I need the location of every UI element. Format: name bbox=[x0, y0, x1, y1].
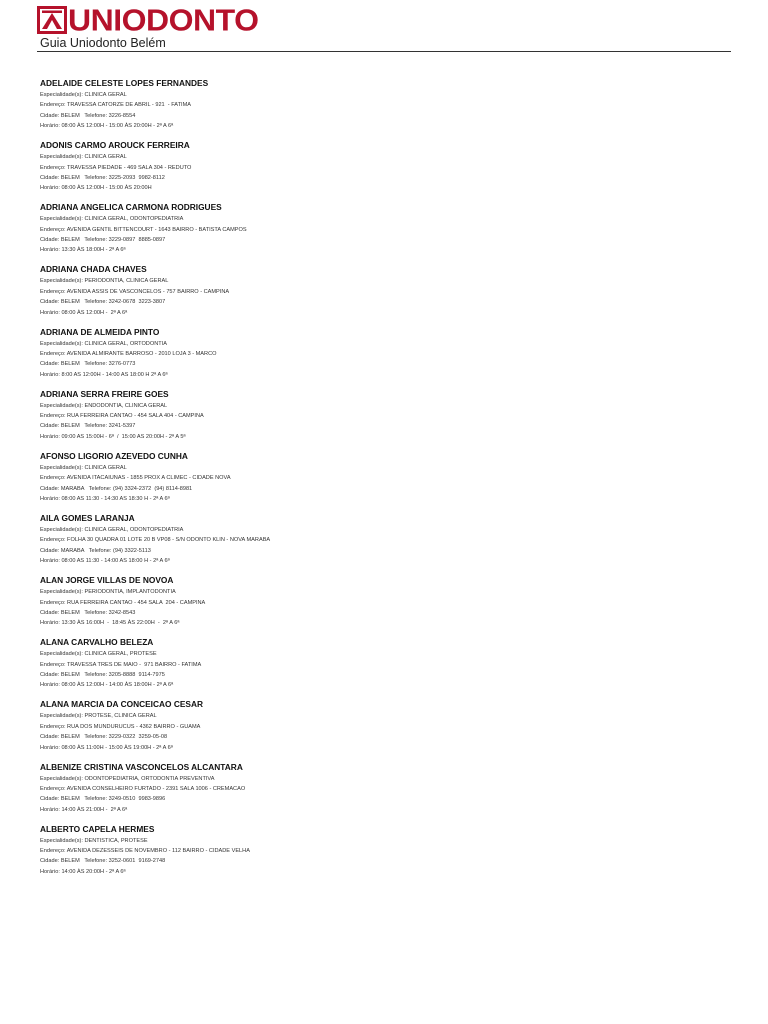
schedule: Horário: 14:00 ÀS 20:00H - 2ª A 6ª bbox=[40, 868, 126, 875]
address: Endereço: AVENIDA CONSELHEIRO FURTADO - 2391 SALA 1006 - CREMACAO bbox=[40, 785, 246, 792]
specialties: Especialidade(s): CLINICA GERAL bbox=[40, 154, 127, 161]
address: Endereço: AVENIDA ALMIRANTE BARROSO - 2010 LOJA 3 - MARCO bbox=[40, 350, 217, 357]
address: Endereço: RUA DOS MUNDURUCUS - 4362 BAIRRO - GUAMA bbox=[40, 723, 201, 730]
schedule: Horário: 08:00 ÀS 12:00H - 2ª A 6ª bbox=[40, 309, 128, 316]
city-phone: Cidade: BELEM Telefone: 3242-0678 3223-3807 bbox=[40, 299, 166, 306]
dentist-name: ALANA CARVALHO BELEZA bbox=[40, 637, 154, 648]
specialties: Especialidade(s): PROTESE, CLINICA GERAL bbox=[40, 713, 157, 720]
address: Endereço: TRAVESSA TRES DE MAIO - 971 BAIRRO - FATIMA bbox=[40, 661, 202, 668]
address: Endereço: FOLHA 30 QUADRA 01 LOTE 20 B VP08 - S/N ODONTO KLIN - NOVA MARABA bbox=[40, 537, 271, 544]
logo-text: UNIODONTO bbox=[68, 2, 259, 38]
specialties: Especialidade(s): CLINICA GERAL, PROTESE bbox=[40, 651, 157, 658]
schedule: Horário: 08:00 ÀS 11:00H - 15:00 ÀS 19:00H - 2ª A 6ª bbox=[40, 744, 173, 751]
list-item bbox=[40, 761, 730, 823]
specialties: Especialidade(s): CLINICA GERAL bbox=[40, 464, 127, 471]
schedule: Horário: 14:00 ÀS 21:00H - 2ª A 6ª bbox=[40, 806, 128, 813]
page-subtitle: Guia Uniodonto Belém bbox=[40, 36, 166, 50]
dentist-name: ALAN JORGE VILLAS DE NOVOA bbox=[40, 575, 174, 586]
dentist-name: ALBENIZE CRISTINA VASCONCELOS ALCANTARA bbox=[40, 761, 243, 772]
dentist-list bbox=[40, 77, 730, 885]
city-phone: Cidade: BELEM Telefone: 3205-8888 9114-7975 bbox=[40, 672, 165, 679]
city-phone: Cidade: BELEM Telefone: 3229-0897 8885-0897 bbox=[40, 237, 166, 244]
list-item bbox=[40, 698, 730, 760]
city-phone: Cidade: BELEM Telefone: 3252-0601 9169-2748 bbox=[40, 858, 166, 865]
dentist-name: ALBERTO CAPELA HERMES bbox=[40, 823, 155, 834]
city-phone: Cidade: BELEM Telefone: 3249-0510 9983-9896 bbox=[40, 796, 166, 803]
list-item bbox=[40, 201, 730, 263]
dentist-name: ADRIANA ANGELICA CARMONA RODRIGUES bbox=[40, 202, 222, 213]
address: Endereço: TRAVESSA PIEDADE - 469 SALA 304 - REDUTO bbox=[40, 164, 192, 171]
uniodonto-logo-icon bbox=[37, 6, 67, 34]
schedule: Horário: 8:00 AS 12:00H - 14:00 AS 18:00 H 2ª A 6ª bbox=[40, 371, 168, 378]
specialties: Especialidade(s): ENDODONTIA, CLINICA GERAL bbox=[40, 402, 168, 409]
list-item bbox=[40, 450, 730, 512]
list-item bbox=[40, 263, 730, 325]
address: Endereço: TRAVESSA CATORZE DE ABRIL - 921 - FATIMA bbox=[40, 102, 191, 109]
address: Endereço: AVENIDA ASSIS DE VASCONCELOS - 757 BAIRRO - CAMPINA bbox=[40, 288, 230, 295]
schedule: Horário: 09:00 AS 15:00H - 6ª / 15:00 AS 20:00H - 2ª A 5ª bbox=[40, 433, 186, 440]
list-item bbox=[40, 512, 730, 574]
list-item bbox=[40, 636, 730, 698]
city-phone: Cidade: MARABA Telefone: (94) 3324-2372 (94) 8114-8981 bbox=[40, 485, 193, 492]
schedule: Horário: 08:00 ÀS 12:00H - 15:00 ÀS 20:00H bbox=[40, 185, 152, 192]
dentist-name: ADELAIDE CELESTE LOPES FERNANDES bbox=[40, 78, 209, 88]
city-phone: Cidade: BELEM Telefone: 3229-0322 3259-05-08 bbox=[40, 734, 168, 741]
dentist-name: AFONSO LIGORIO AZEVEDO CUNHA bbox=[40, 450, 188, 461]
dentist-name: AILA GOMES LARANJA bbox=[40, 512, 135, 523]
address: Endereço: AVENIDA ITACAIUNAS - 1855 PROX A CLIMEC - CIDADE NOVA bbox=[40, 475, 231, 482]
address: Endereço: AVENIDA GENTIL BITTENCOURT - 1643 BAIRRO - BATISTA CAMPOS bbox=[40, 226, 247, 233]
uniodonto-logo bbox=[37, 4, 258, 36]
schedule: Horário: 08:00 AS 11:30 - 14:00 AS 18:00 H - 2ª A 6ª bbox=[40, 558, 170, 565]
dentist-name: ADRIANA SERRA FREIRE GOES bbox=[40, 388, 169, 399]
specialties: Especialidade(s): CLINICA GERAL, ODONTOPEDIATRIA bbox=[40, 526, 184, 533]
specialties: Especialidade(s): CLINICA GERAL, ODONTOPEDIATRIA bbox=[40, 216, 184, 223]
list-item bbox=[40, 823, 730, 885]
specialties: Especialidade(s): CLINICA GERAL, ORTODONTIA bbox=[40, 340, 167, 347]
address: Endereço: RUA FERREIRA CANTAO - 454 SALA 404 - CAMPINA bbox=[40, 413, 204, 420]
list-item bbox=[40, 574, 730, 636]
list-item bbox=[40, 388, 730, 450]
dentist-name: ALANA MARCIA DA CONCEICAO CESAR bbox=[40, 699, 204, 710]
address: Endereço: AVENIDA DEZESSEIS DE NOVEMBRO - 112 BAIRRO - CIDADE VELHA bbox=[40, 848, 250, 855]
schedule: Horário: 08:00 AS 11:30 - 14:30 AS 18:30 H - 2ª A 6ª bbox=[40, 496, 170, 503]
address: Endereço: RUA FERREIRA CANTAO - 454 SALA 204 - CAMPINA bbox=[40, 599, 206, 606]
city-phone: Cidade: BELEM Telefone: 3241-5397 bbox=[40, 423, 136, 430]
specialties: Especialidade(s): CLINICA GERAL bbox=[40, 92, 127, 98]
dentist-name: ADRIANA CHADA CHAVES bbox=[40, 264, 147, 275]
schedule: Horário: 13:30 ÀS 18:00H - 2ª A 6ª bbox=[40, 247, 126, 254]
dentist-name: ADONIS CARMO AROUCK FERREIRA bbox=[40, 140, 190, 151]
city-phone: Cidade: BELEM Telefone: 3276-0773 bbox=[40, 361, 136, 368]
page-header bbox=[0, 0, 768, 56]
specialties: Especialidade(s): DENTISTICA, PROTESE bbox=[40, 837, 148, 844]
city-phone: Cidade: MARABA Telefone: (94) 3322-5113 bbox=[40, 547, 151, 554]
city-phone: Cidade: BELEM Telefone: 3225-2093 9982-8112 bbox=[40, 174, 165, 181]
specialties: Especialidade(s): PERIODONTIA, IMPLANTODONTIA bbox=[40, 589, 176, 596]
schedule: Horário: 13:30 ÀS 16:00H - 18:45 ÀS 22:00H - 2ª A 6ª bbox=[40, 620, 180, 627]
specialties: Especialidade(s): PERIODONTIA, CLINICA GERAL bbox=[40, 278, 169, 285]
list-item bbox=[40, 77, 730, 139]
list-item bbox=[40, 326, 730, 388]
city-phone: Cidade: BELEM Telefone: 3242-8543 bbox=[40, 609, 136, 616]
city-phone: Cidade: BELEM Telefone: 3226-8554 bbox=[40, 112, 136, 119]
dentist-name: ADRIANA DE ALMEIDA PINTO bbox=[40, 326, 160, 337]
list-item bbox=[40, 139, 730, 201]
specialties: Especialidade(s): ODONTOPEDIATRIA, ORTODONTIA PREVENTIVA bbox=[40, 775, 215, 782]
schedule: Horário: 08:00 ÀS 12:00H - 15:00 ÀS 20:00H - 2ª A 6ª bbox=[40, 123, 174, 130]
header-divider bbox=[37, 51, 731, 52]
schedule: Horário: 08:00 ÀS 12:00H - 14:00 ÀS 18:00H - 2ª A 6ª bbox=[40, 682, 174, 689]
